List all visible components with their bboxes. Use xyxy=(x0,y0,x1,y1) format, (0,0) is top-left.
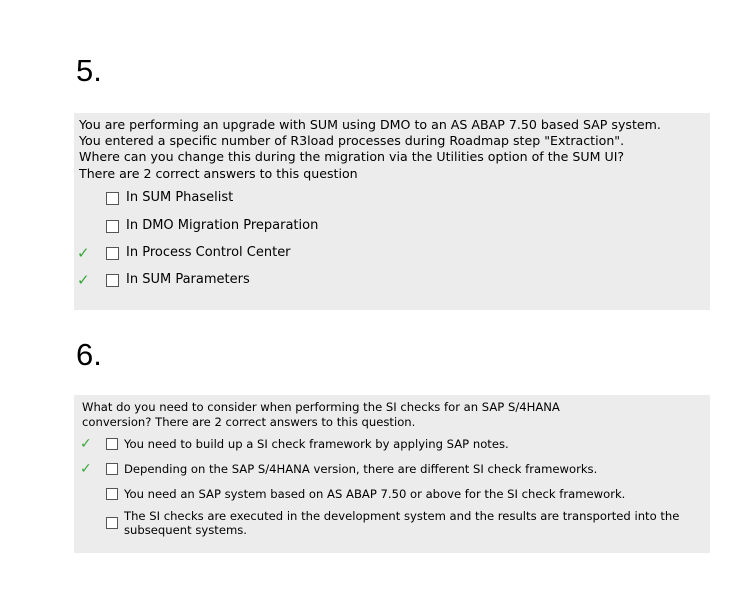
option-label: The SI checks are executed in the development system and the results are transported into the subsequent systems. xyxy=(124,509,680,537)
question-5-panel xyxy=(74,113,710,310)
question-6-option-3[interactable] xyxy=(106,487,625,501)
question-5-option-4[interactable] xyxy=(77,271,250,289)
answer-checkbox[interactable] xyxy=(106,517,118,529)
question-5-option-1[interactable] xyxy=(106,190,233,206)
question-6-text xyxy=(82,400,710,430)
answer-checkbox[interactable] xyxy=(106,247,119,260)
question-6-text-line: What do you need to consider when performing the SI checks for an SAP S/4HANA xyxy=(82,400,560,414)
question-5-text-line: There are 2 correct answers to this question xyxy=(79,165,358,181)
correct-check-icon: ✓ xyxy=(77,244,90,262)
question-6-option-1[interactable] xyxy=(80,436,509,452)
question-6-text-line: conversion? There are 2 correct answers to this question. xyxy=(82,415,416,429)
option-label: You need to build up a SI check framework by applying SAP notes. xyxy=(124,437,509,451)
answer-checkbox[interactable] xyxy=(106,220,119,233)
correct-check-icon: ✓ xyxy=(80,436,92,452)
question-5-text-line: Where can you change this during the migration via the Utilities option of the SUM UI? xyxy=(79,149,625,165)
correct-check-icon: ✓ xyxy=(80,461,92,477)
option-label: In SUM Parameters xyxy=(126,272,250,287)
question-5-option-2[interactable] xyxy=(106,218,318,234)
question-5-number: 5. xyxy=(76,53,102,88)
option-label: In Process Control Center xyxy=(126,245,291,260)
answer-checkbox[interactable] xyxy=(106,192,119,205)
question-6-option-4[interactable] xyxy=(106,509,704,537)
question-6-panel xyxy=(74,395,710,553)
question-5-text-line: You are performing an upgrade with SUM using DMO to an AS ABAP 7.50 based SAP system. xyxy=(79,117,661,132)
answer-checkbox[interactable] xyxy=(106,438,118,450)
answer-checkbox[interactable] xyxy=(106,274,119,287)
answer-checkbox[interactable] xyxy=(106,463,118,475)
option-label: Depending on the SAP S/4HANA version, there are different SI check frameworks. xyxy=(124,462,598,476)
question-5-option-3[interactable] xyxy=(77,244,291,262)
question-6-option-2[interactable] xyxy=(80,461,598,477)
option-label: In DMO Migration Preparation xyxy=(126,218,319,233)
question-6-number: 6. xyxy=(76,337,102,372)
option-label: In SUM Phaselist xyxy=(126,190,234,205)
correct-check-icon: ✓ xyxy=(77,271,90,289)
question-5-text-line: You entered a specific number of R3load processes during Roadmap step "Extraction". xyxy=(79,133,625,149)
question-5-text xyxy=(79,117,710,182)
option-label: You need an SAP system based on AS ABAP 7.50 or above for the SI check framework. xyxy=(124,487,626,501)
answer-checkbox[interactable] xyxy=(106,488,118,500)
